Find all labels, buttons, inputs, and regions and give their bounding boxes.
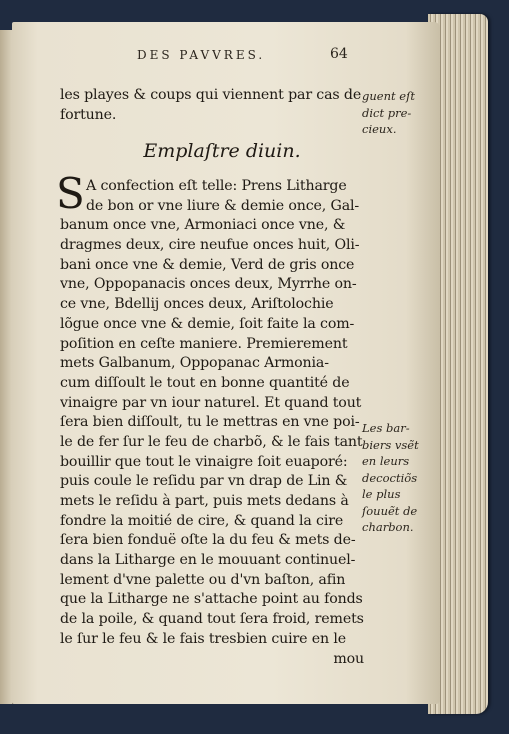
text-line: A confection eſt telle: Prens Litharge bbox=[86, 178, 347, 194]
text-line: cum diſſoult le tout en bonne quantité de bbox=[60, 374, 350, 391]
margin-note-line: le plus bbox=[362, 487, 401, 501]
text-line: dragmes deux, cire neufue onces huit, Oli- bbox=[60, 237, 360, 254]
recipe-paragraph bbox=[56, 169, 364, 669]
text-line: vne, Oppopanacis onces deux, Myrrhe on- bbox=[60, 276, 357, 293]
margin-note-line: charbon. bbox=[362, 520, 414, 534]
margin-note-line: biers vsẽt bbox=[362, 437, 419, 452]
text-line: ce vne, Bdellij onces deux, Ariſtolochie bbox=[60, 296, 334, 313]
drop-cap: S bbox=[56, 169, 85, 218]
margin-note-line: dict pre- bbox=[362, 105, 412, 120]
text-line: lõgue once vne & demie, ſoit faite la com- bbox=[60, 315, 355, 332]
text-line: mets Galbanum, Oppopanac Armonia- bbox=[60, 355, 329, 372]
text-line: ſera bien fonduë oſte la du feu & mets de- bbox=[60, 532, 356, 549]
margin-note-line: decoctiõs bbox=[362, 470, 418, 485]
text-line: ſera bien diſſoult, tu le mettras en vne poi- bbox=[60, 414, 360, 431]
text-line: bani once vne & demie, Verd de gris once bbox=[60, 256, 355, 273]
page-number: 64 bbox=[330, 46, 348, 62]
text-line: vinaigre par vn iour naturel. Et quand tout bbox=[60, 394, 362, 411]
text-line: les playes & coups qui viennent par cas de bbox=[60, 87, 362, 103]
text-line: de la poile, & quand tout ſera froid, remets bbox=[60, 611, 364, 628]
margin-note-line: cieux. bbox=[362, 122, 397, 136]
margin-note-bottom bbox=[362, 420, 432, 536]
intro-paragraph bbox=[60, 86, 364, 125]
catchword: mou bbox=[333, 650, 364, 667]
text-line: le de fer ſur le feu de charbõ, & le fais tant bbox=[60, 433, 363, 450]
text-line: fondre la moitié de cire, & quand la cire bbox=[60, 512, 344, 529]
text-line: banum once vne, Armoniaci once vne, & bbox=[60, 217, 346, 234]
text-line: lement d'vne palette ou d'vn baſton, afin bbox=[60, 571, 346, 588]
running-title: DES PAVVRES. bbox=[137, 48, 266, 62]
text-line: dans la Litharge en le mouuant continuel- bbox=[60, 552, 356, 569]
section-title: Emplaſtre diuin. bbox=[143, 140, 301, 162]
margin-note-line: en leurs bbox=[362, 454, 410, 468]
text-line: de bon or vne liure & demie once, Gal- bbox=[86, 197, 360, 214]
text-line: bouillir que tout le vinaigre ſoit euaporé: bbox=[60, 453, 348, 470]
text-line: que la Litharge ne s'attache point au fonds bbox=[60, 591, 363, 608]
margin-note-line: guent eſt bbox=[362, 89, 415, 103]
text-line: puis coule le reſidu par vn drap de Lin & bbox=[60, 473, 348, 490]
text-line: le ſur le feu & le fais tresbien cuire en le bbox=[60, 630, 346, 647]
margin-note-top bbox=[362, 88, 432, 138]
text-line: poſition en ceſte maniere. Premierement bbox=[60, 335, 348, 352]
book-page bbox=[12, 22, 440, 704]
text-line: mets le reſidu à part, puis mets dedans à bbox=[60, 493, 349, 509]
margin-note-line: Les bar- bbox=[362, 421, 410, 435]
text-line: fortune. bbox=[60, 106, 117, 123]
margin-note-line: ſouuẽt de bbox=[362, 503, 418, 518]
